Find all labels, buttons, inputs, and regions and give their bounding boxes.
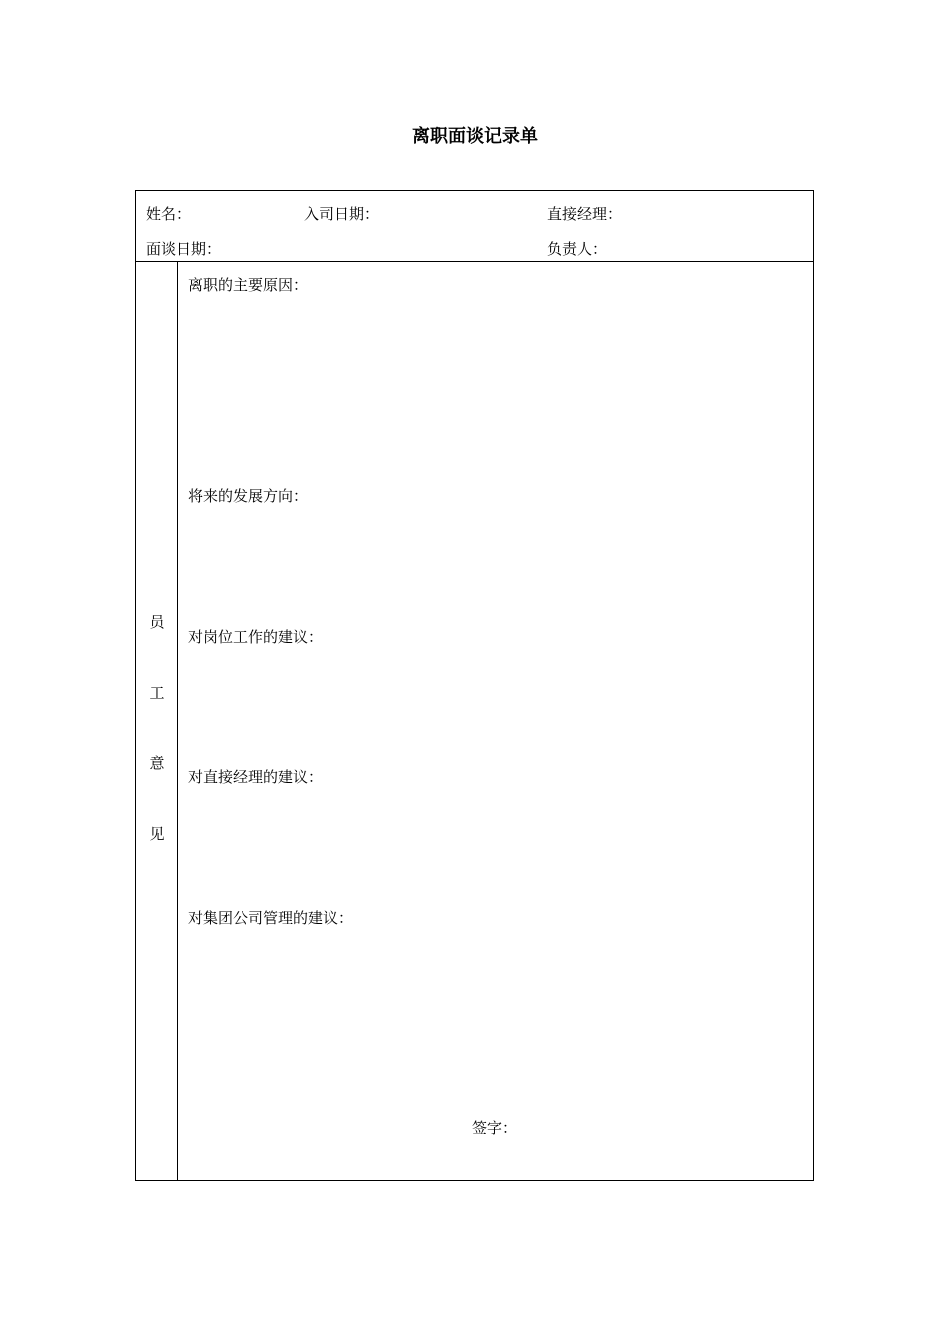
employee-opinion-column [136, 262, 178, 1180]
main-reason-label: 离职的主要原因： [188, 276, 309, 294]
manager-suggestion-label: 对直接经理的建议： [188, 768, 324, 786]
job-suggestion-label: 对岗位工作的建议： [188, 628, 324, 646]
opinion-content [178, 262, 813, 1180]
responsible-label: 负责人： [547, 240, 608, 258]
side-label-char: 员 [149, 613, 165, 631]
side-label-char: 工 [149, 684, 165, 702]
interview-form [135, 190, 814, 1181]
name-label: 姓名： [146, 205, 192, 223]
signature-label: 签字： [472, 1119, 518, 1137]
join-date-label: 入司日期： [304, 205, 380, 223]
page-title: 离职面谈记录单 [412, 126, 538, 147]
side-label-char: 见 [149, 825, 165, 843]
side-label-char: 意 [149, 754, 165, 772]
group-suggestion-label: 对集团公司管理的建议： [188, 909, 354, 927]
interview-date-label: 面谈日期： [146, 240, 222, 258]
future-direction-label: 将来的发展方向： [188, 487, 309, 505]
manager-label: 直接经理： [547, 205, 623, 223]
form-header [136, 191, 813, 262]
